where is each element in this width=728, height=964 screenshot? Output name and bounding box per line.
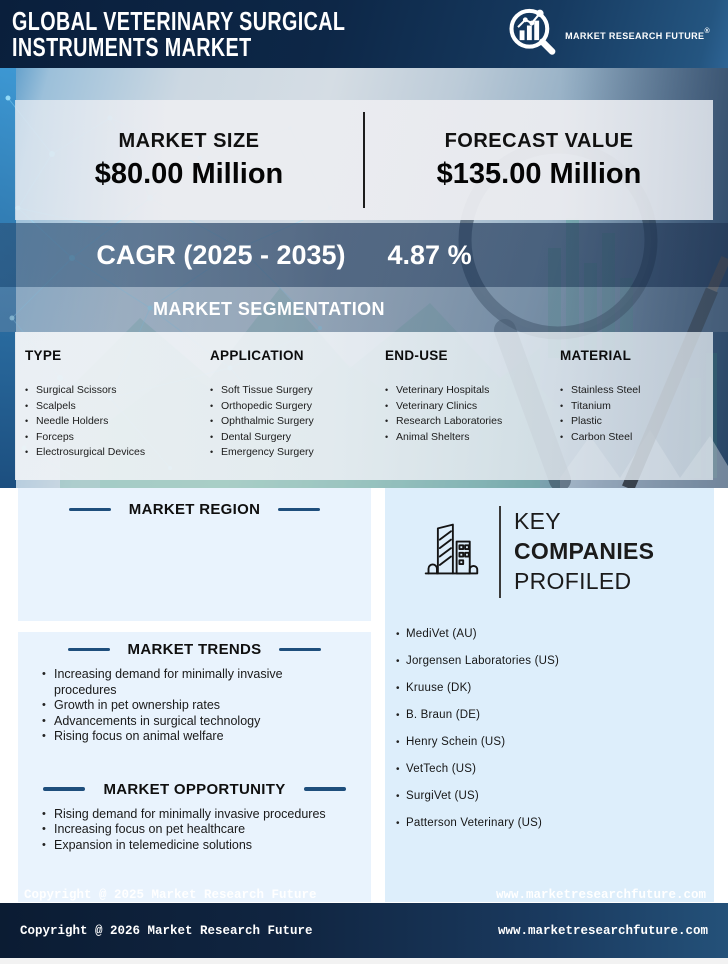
companies-title-line2: COMPANIES: [514, 538, 655, 564]
title-dash-right: [278, 508, 320, 512]
companies-title-line1: KEY: [514, 508, 561, 534]
market-trends-panel: [18, 632, 371, 902]
seg-column-type: [25, 348, 210, 480]
market-size-stat: [15, 130, 363, 191]
trend-item: • Growth in pet ownership rates: [42, 698, 342, 714]
segmentation-title-band: [0, 287, 728, 332]
seg-item: • Plastic: [560, 414, 723, 430]
title-dash-left: [43, 787, 85, 791]
title-dash-right: [279, 648, 321, 652]
seg-column-material: [560, 348, 723, 480]
company-item: • SurgiVet (US): [396, 783, 714, 810]
companies-title-line3: PROFILED: [514, 568, 632, 594]
company-item: • Patterson Veterinary (US): [396, 810, 714, 837]
header-bar: [0, 0, 728, 68]
seg-heading-type: TYPE: [25, 348, 62, 363]
forecast-value-stat: [365, 130, 713, 191]
forecast-value-label: FORECAST VALUE: [444, 129, 634, 152]
trend-item: • Increasing demand for minimally invasive procedures: [42, 667, 342, 698]
seg-column-end-use: [385, 348, 560, 480]
opportunity-item: • Increasing focus on pet healthcare: [42, 822, 359, 838]
seg-heading-application: APPLICATION: [210, 348, 304, 363]
market-trends-list: [18, 667, 371, 745]
trend-item: • Rising focus on animal welfare: [42, 729, 342, 745]
footer-website: www.marketresearchfuture.com: [497, 923, 708, 938]
footer-copyright: Copyright @ 2026 Market Research Future: [20, 923, 313, 938]
seg-column-application: [210, 348, 385, 480]
seg-item: • Forceps: [25, 430, 210, 446]
building-icon: [421, 518, 483, 585]
page-title-line2: INSTRUMENTS MARKET: [12, 32, 252, 62]
page-title-line1: GLOBAL VETERINARY SURGICAL: [12, 6, 346, 36]
title-dash-right: [304, 787, 346, 791]
cagr-band: [0, 223, 728, 287]
market-size-value: $80.00 Million: [94, 157, 284, 190]
market-size-label: MARKET SIZE: [118, 129, 260, 152]
market-trends-title: MARKET TRENDS: [127, 641, 262, 658]
company-item: • B. Braun (DE): [396, 702, 714, 729]
companies-title-divider: [499, 506, 501, 598]
key-companies-panel: [385, 488, 714, 902]
segmentation-title: MARKET SEGMENTATION: [153, 299, 385, 319]
market-size-panel: [15, 100, 713, 220]
market-opportunity-title: MARKET OPPORTUNITY: [103, 780, 286, 798]
seg-item: • Needle Holders: [25, 414, 210, 430]
lower-section: [0, 488, 728, 903]
trend-item: • Advancements in surgical technology: [42, 714, 342, 730]
bottom-strip: [0, 958, 728, 964]
seg-item: • Ophthalmic Surgery: [210, 414, 385, 430]
seg-heading-material: MATERIAL: [560, 348, 632, 363]
companies-list: [385, 621, 714, 837]
key-companies-title: [514, 506, 654, 596]
seg-item: • Stainless Steel: [560, 383, 723, 399]
brand-logo: [505, 6, 714, 63]
seg-item: • Scalpels: [25, 399, 210, 415]
seg-item: • Emergency Surgery: [210, 445, 385, 461]
title-dash-left: [69, 508, 111, 512]
seg-item: • Surgical Scissors: [25, 383, 210, 399]
mrf-magnifier-chart-logo-icon: [505, 6, 557, 63]
page-title: [12, 8, 345, 60]
cagr-label: CAGR (2025 - 2035): [96, 239, 346, 270]
seg-item: • Soft Tissue Surgery: [210, 383, 385, 399]
seg-item: • Orthopedic Surgery: [210, 399, 385, 415]
company-item: • VetTech (US): [396, 756, 714, 783]
cagr-value: 4.87 %: [387, 239, 472, 270]
seg-item: • Electrosurgical Devices: [25, 445, 210, 461]
hero-section: [0, 68, 728, 488]
seg-item: • Veterinary Clinics: [385, 399, 560, 415]
segmentation-panel: [15, 332, 713, 480]
company-item: • Henry Schein (US): [396, 729, 714, 756]
title-dash-left: [68, 648, 110, 652]
market-opportunity-list: [18, 807, 371, 854]
seg-item: • Veterinary Hospitals: [385, 383, 560, 399]
market-region-panel: [18, 488, 371, 621]
company-item: • MediVet (AU): [396, 621, 714, 648]
opportunity-item: • Expansion in telemedicine solutions: [42, 838, 359, 854]
registered-trademark: ®: [704, 27, 710, 35]
seg-item: • Research Laboratories: [385, 414, 560, 430]
footer-bar: [0, 903, 728, 958]
company-item: • Jorgensen Laboratories (US): [396, 648, 714, 675]
watermark-copyright: Copyright @ 2025 Market Research Future: [24, 888, 317, 902]
opportunity-item: • Rising demand for minimally invasive procedures: [42, 807, 359, 823]
seg-item: • Titanium: [560, 399, 723, 415]
seg-item: • Dental Surgery: [210, 430, 385, 446]
forecast-value-value: $135.00 Million: [436, 157, 642, 190]
watermark-website: www.marketresearchfuture.com: [495, 888, 706, 902]
seg-item: • Animal Shelters: [385, 430, 560, 446]
seg-heading-end-use: END-USE: [385, 348, 448, 363]
company-item: • Kruuse (DK): [396, 675, 714, 702]
seg-item: • Carbon Steel: [560, 430, 723, 446]
brand-name: MARKET RESEARCH FUTURE®: [565, 27, 710, 41]
market-region-title: MARKET REGION: [128, 501, 261, 518]
